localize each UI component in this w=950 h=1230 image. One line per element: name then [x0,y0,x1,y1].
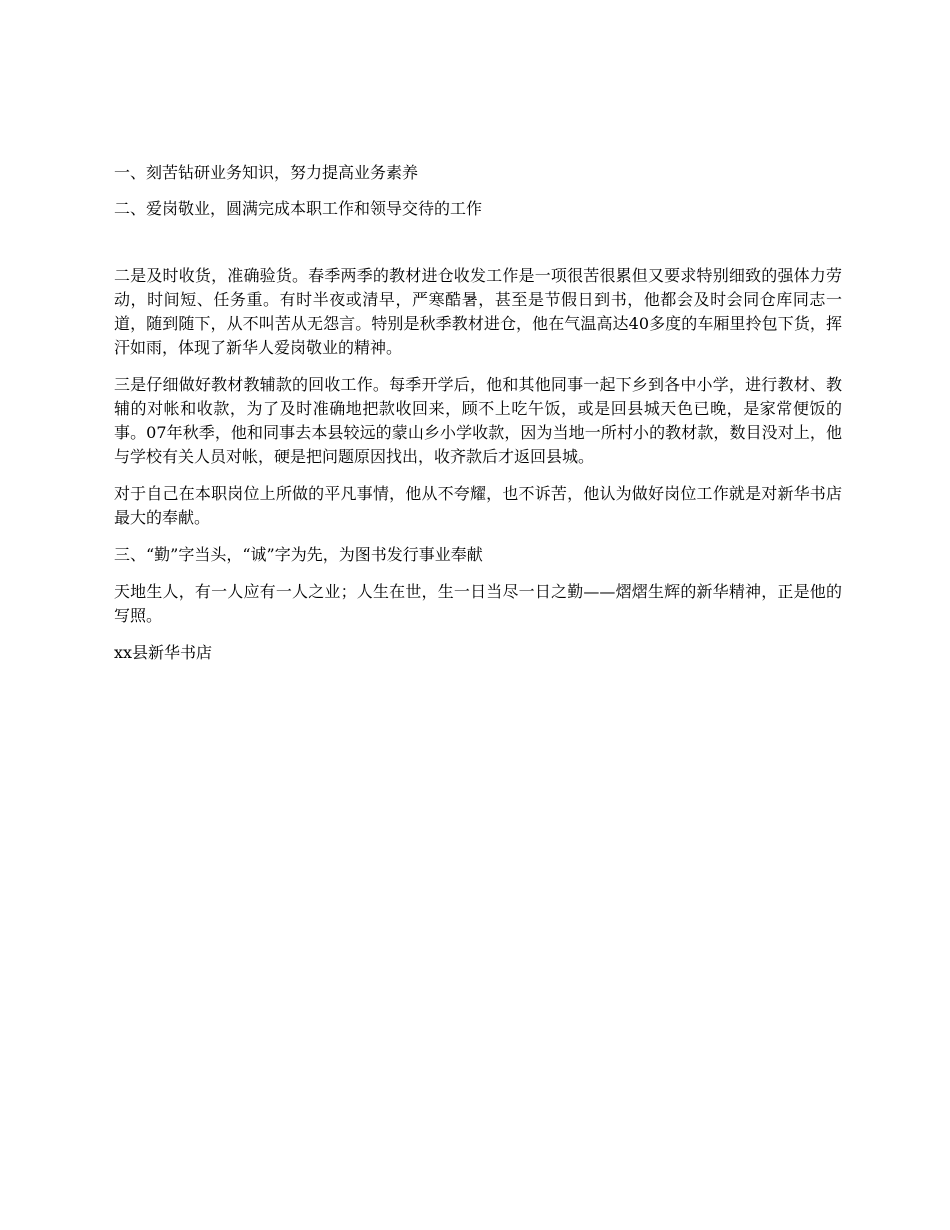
paragraph-xinhua-spirit: 天地生人，有一人应有一人之业；人生在世，生一日当尽一日之勤——熠熠生辉的新华精神，正是他的写照。 [114,582,842,625]
paragraph-payment-collection: 三是仔细做好教材教辅款的回收工作。每季开学后，他和其他同事一起下乡到各中小学，进行教材、教辅的对帐和收款，为了及时准确地把款收回来，顾不上吃午饭，或是回县城天色已晚，是家常便饭的事。07年秋季，他和同事去本县较远的蒙山乡小学收款，因为当地一所村小的教材款，数目没对上，他与学校有关人员对帐，硬是把问题原因找出，收齐款后才返回县城。 [114,375,842,466]
section-heading-3: 三、“勤”字当头，“诚”字为先，为图书发行事业奉献 [114,545,483,564]
document-body [114,161,842,678]
section-heading-1: 一、刻苦钻研业务知识，努力提高业务素养 [114,163,419,182]
paragraph-dedication: 对于自己在本职岗位上所做的平凡事情，他从不夸耀，也不诉苦，他认为做好岗位工作就是对新华书店最大的奉献。 [114,484,842,527]
paragraph-receiving-goods: 二是及时收货，准确验货。春季两季的教材进仓收发工作是一项很苦很累但又要求特别细致的强体力劳动，时间短、任务重。有时半夜或清早，严寒酷暑，甚至是节假日到书，他都会及时会同仓库同志一道，随到随下，从不叫苦从无怨言。特别是秋季教材进仓，他在气温高达40多度的车厢里拎包下货，挥汗如雨，体现了新华人爱岗敬业的精神。 [114,266,842,357]
signature: xx县新华书店 [114,643,213,662]
section-heading-2: 二、爱岗敬业，圆满完成本职工作和领导交待的工作 [114,199,483,218]
